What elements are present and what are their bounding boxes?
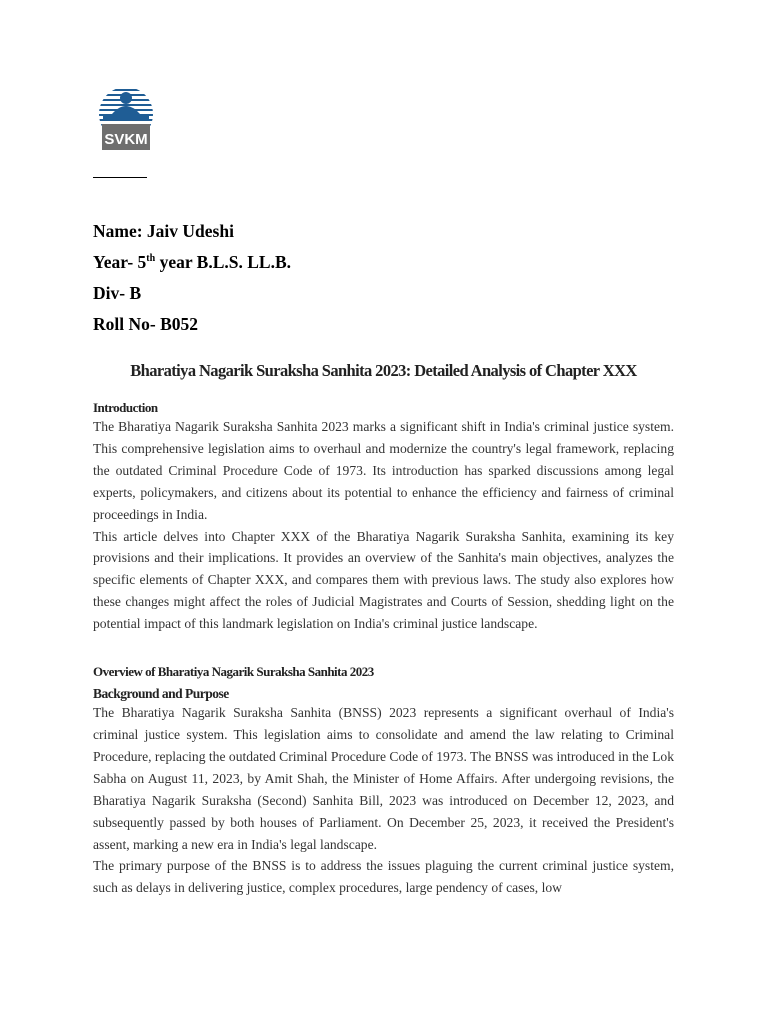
overview-heading: Overview of Bharatiya Nagarik Suraksha Sanhita 2023 [93, 664, 374, 680]
introduction-paragraph-1: The Bharatiya Nagarik Suraksha Sanhita 2023 marks a significant shift in India's criminal justice system. This comprehensive legislation aims to overhaul and modernize the country's legal framework, replacing the outdated Criminal Procedure Code of 1973. Its introduction has sparked discussions among legal experts, policymakers, and citizens about its potential to enhance the efficiency and fairness of criminal proceedings in India. [93, 419, 674, 522]
svkm-logo [93, 86, 159, 152]
overview-paragraph-1: The Bharatiya Nagarik Suraksha Sanhita (BNSS) 2023 represents a significant overhaul of India's criminal justice system. This legislation aims to consolidate and amend the law relating to Criminal Procedure, replacing the outdated Criminal Procedure Code of 1973. The BNSS was introduced in the Lok Sabha on August 11, 2023, by Amit Shah, the Minister of Home Affairs. After undergoing revisions, the Bharatiya Nagarik Suraksha (Second) Sanhita Bill, 2023 was introduced on December 12, 2023, and subsequently passed by both houses of Parliament. On December 25, 2023, it received the President's assent, marking a new era in India's legal landscape. [93, 705, 674, 852]
document-page [93, 86, 674, 899]
year-ordinal: th [146, 253, 156, 264]
student-year [93, 251, 674, 282]
background-purpose-heading: Background and Purpose [93, 686, 229, 702]
student-division: Div- B [93, 283, 142, 303]
introduction-paragraph-2: This article delves into Chapter XXX of the Bharatiya Nagarik Suraksha Sanhita, examining its key provisions and their implications. It provides an overview of the Sanhita's main objectives, analyzes the specific elements of Chapter XXX, and compares them with previous laws. The study also explores how these changes might affect the roles of Judicial Magistrates and Courts of Session, shedding light on the potential impact of this landmark legislation on India's criminal justice landscape. [93, 528, 674, 632]
year-prefix: Year- 5 [93, 252, 147, 272]
introduction-heading: Introduction [93, 400, 158, 415]
overview-paragraph-2: The primary purpose of the BNSS is to address the issues plaguing the current criminal justice system, such as delays in delivering justice, complex procedures, large pendency of cases, low [93, 858, 674, 896]
logo-underline [93, 177, 147, 178]
student-roll-number: Roll No- B052 [93, 314, 198, 334]
document-title: Bharatiya Nagarik Suraksha Sanhita 2023: Detailed Analysis of Chapter XXX [130, 361, 637, 380]
student-details [93, 220, 674, 344]
student-name: Name: Jaiv Udeshi [93, 221, 234, 241]
year-suffix: year B.L.S. LL.B. [155, 252, 292, 272]
logo-text: SVKM [104, 131, 148, 148]
